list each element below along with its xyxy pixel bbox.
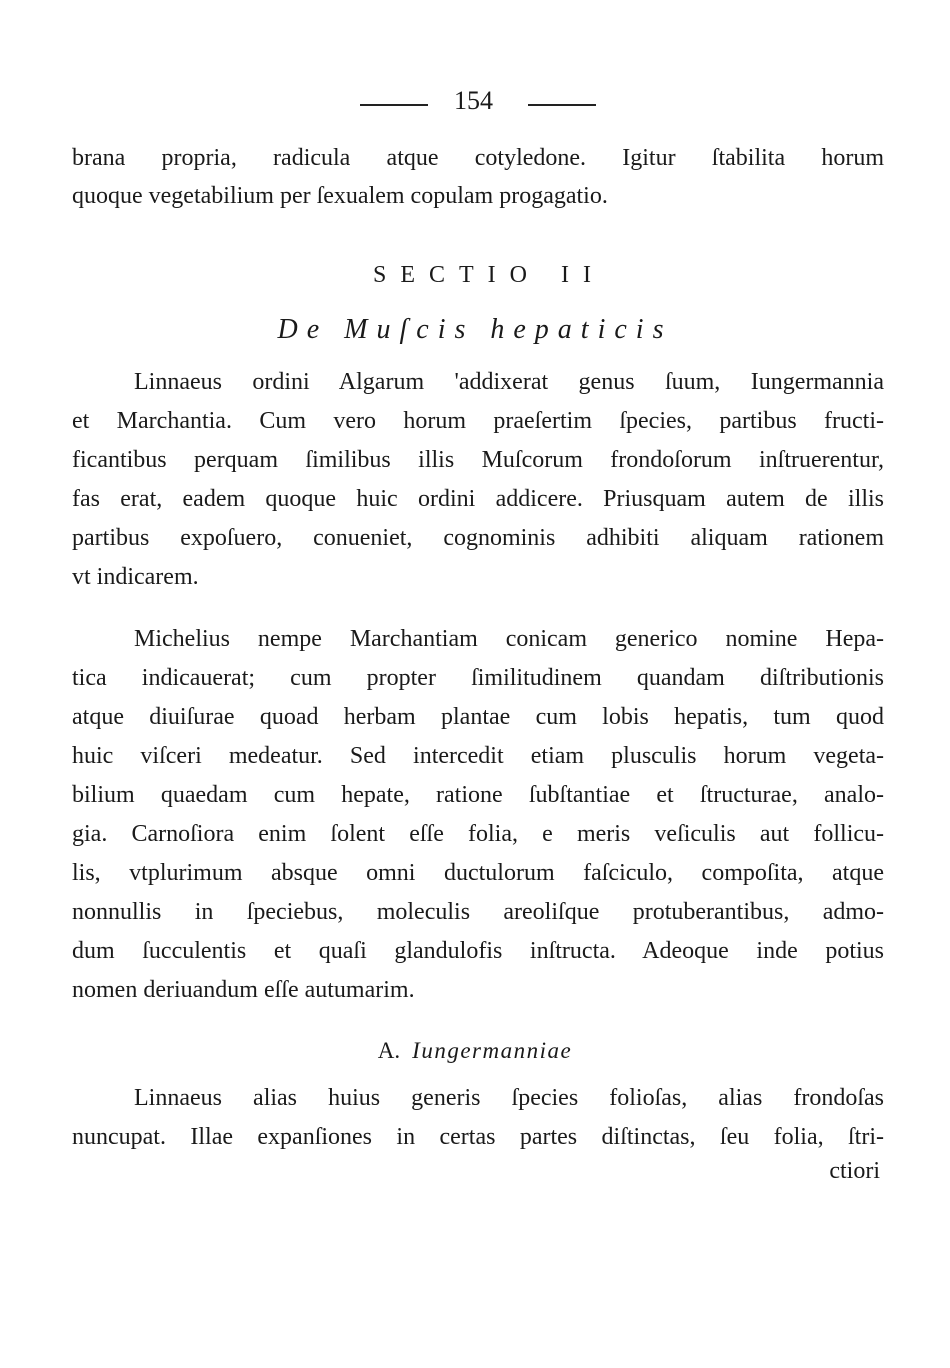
catchword: ctiori <box>829 1158 880 1184</box>
text-line: huic viſceri medeatur. Sed intercedit etiam plusculis horum vegeta- <box>72 743 884 769</box>
subsection-letter: A. <box>377 1038 401 1063</box>
page-number: 154 <box>454 86 493 115</box>
text-line: lis, vtplurimum absque omni ductulorum faſciculo, compoſita, atque <box>72 860 884 886</box>
text-line: nuncupat. Illae expanſiones in certas partes diſtinctas, ſeu folia, ſtri- <box>72 1124 884 1150</box>
text-line: ficantibus perquam ſimilibus illis Muſcorum frondoſorum inſtruerentur, <box>72 447 884 473</box>
header-rule-left <box>360 104 428 106</box>
text-line: tica indicauerat; cum propter ſimilitudinem quandam diſtributionis <box>72 665 884 691</box>
subsection-heading <box>0 1038 950 1064</box>
text-line: partibus expoſuero, conueniet, cognominis adhibiti aliquam rationem <box>72 525 884 551</box>
section-title: SECTIO II <box>373 262 605 288</box>
text-line: vt indicarem. <box>72 564 199 590</box>
text-line: Michelius nempe Marchantiam conicam generico nomine Hepa- <box>134 626 884 652</box>
text-line: Linnaeus ordini Algarum 'addixerat genus ſuum, Iungermannia <box>134 369 884 395</box>
text-line: gia. Carnoſiora enim ſolent eſſe folia, e meris veſiculis aut follicu- <box>72 821 884 847</box>
text-line: nonnullis in ſpeciebus, moleculis areoliſque protuberantibus, admo- <box>72 899 884 925</box>
text-line: atque diuiſurae quoad herbam plantae cum lobis hepatis, tum quod <box>72 704 884 730</box>
subsection-title: Iungermanniae <box>412 1038 573 1063</box>
text-line: brana propria, radicula atque cotyledone. Igitur ſtabilita horum <box>72 145 884 171</box>
header-rule-right <box>528 104 596 106</box>
text-line: dum ſucculentis et quaſi glandulofis inſtructa. Adeoque inde potius <box>72 938 884 964</box>
text-line: quoque vegetabilium per ſexualem copulam progagatio. <box>72 183 608 209</box>
text-line: bilium quaedam cum hepate, ratione ſubſtantiae et ſtructurae, analo- <box>72 782 884 808</box>
text-line: Linnaeus alias huius generis ſpecies folioſas, alias frondoſas <box>134 1085 884 1111</box>
text-line: nomen deriuandum eſſe autumarim. <box>72 977 415 1003</box>
section-subtitle: De Muſcis hepaticis <box>277 314 673 345</box>
text-line: et Marchantia. Cum vero horum praeſertim ſpecies, partibus fructi- <box>72 408 884 434</box>
text-line: fas erat, eadem quoque huic ordini addicere. Priusquam autem de illis <box>72 486 884 512</box>
page-header <box>0 82 950 122</box>
